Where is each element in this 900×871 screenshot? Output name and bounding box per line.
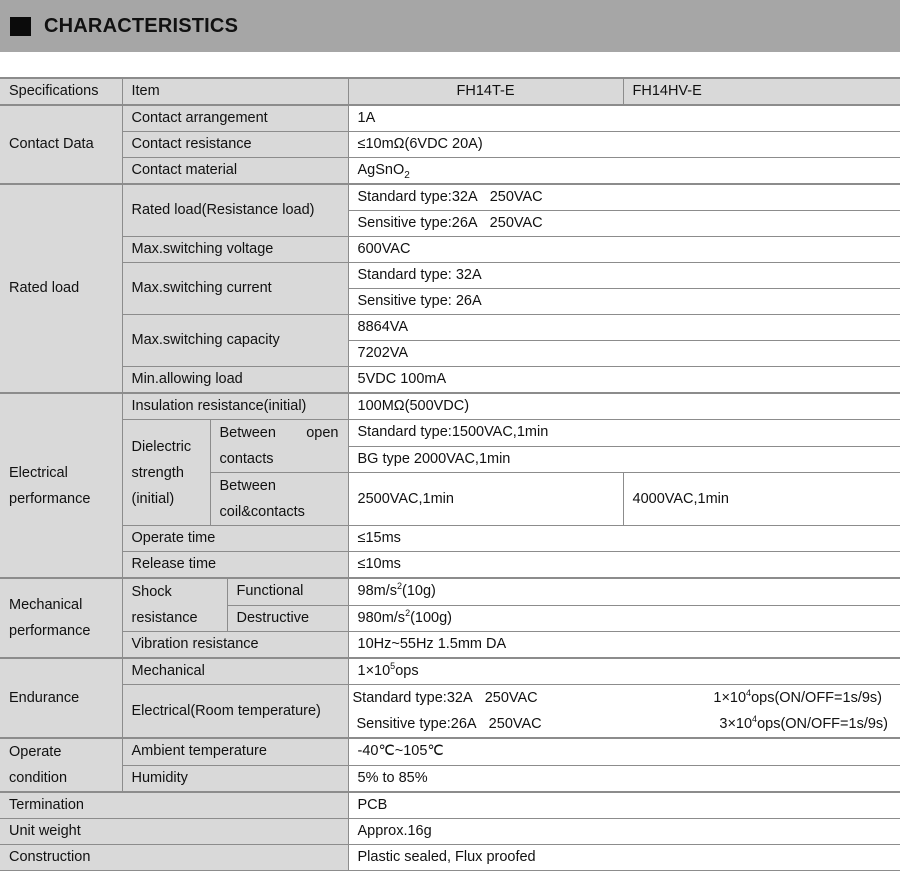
value-text: 98m/s — [357, 583, 397, 600]
value-open-contacts-bg: BG type 2000VAC,1min — [348, 446, 900, 473]
characteristics-table — [0, 77, 900, 871]
label-rated-load-resistance: Rated load(Resistance load) — [122, 184, 348, 237]
table-row — [0, 263, 900, 289]
table-row — [0, 184, 900, 211]
group-line: condition — [9, 770, 68, 786]
group-electrical-performance — [0, 393, 122, 578]
group-operate-condition — [0, 738, 122, 792]
value-text: AgSnO — [357, 162, 405, 178]
table-row — [0, 632, 900, 659]
label-line: Dielectric — [131, 438, 192, 455]
section-banner — [0, 0, 900, 52]
table-row — [0, 765, 900, 792]
value-contact-arrangement: 1A — [348, 105, 900, 132]
label-operate-time: Operate time — [122, 526, 348, 552]
table-row — [0, 105, 900, 132]
label-line: Shock — [131, 584, 172, 600]
label-humidity: Humidity — [122, 765, 348, 792]
group-line: Operate — [9, 744, 62, 760]
value-superscript: 5 — [390, 661, 396, 672]
value-text: ops(ON/OFF=1s/9s) — [751, 690, 882, 706]
table-row — [0, 658, 900, 685]
value-text: 1×10 — [713, 690, 747, 706]
label-line: contacts — [219, 451, 274, 467]
header-specifications: Specifications — [0, 78, 122, 105]
endurance-standard-line — [353, 685, 889, 711]
table-row — [0, 526, 900, 552]
group-rated-load: Rated load — [0, 184, 122, 393]
label-release-time: Release time — [122, 552, 348, 579]
label-dielectric-strength — [122, 420, 210, 526]
value-rated-load-sensitive: Sensitive type:26A 250VAC — [348, 211, 900, 237]
value-superscript: 2 — [405, 607, 411, 618]
endurance-sensitive-line — [353, 711, 889, 737]
header-item: Item — [122, 78, 348, 105]
value-max-current-sensitive: Sensitive type: 26A — [348, 289, 900, 315]
value-ambient-temperature: -40℃~105℃ — [348, 738, 900, 765]
table-row — [0, 132, 900, 158]
label-max-switching-voltage: Max.switching voltage — [122, 237, 348, 263]
table-row — [0, 237, 900, 263]
group-line: Electrical — [9, 464, 68, 481]
label-word: open — [306, 425, 339, 441]
label-line: Between — [219, 478, 276, 494]
label-vibration-resistance: Vibration resistance — [122, 632, 348, 659]
group-mechanical-performance — [0, 578, 122, 658]
table-row — [0, 393, 900, 420]
label-ambient-temperature: Ambient temperature — [122, 738, 348, 765]
table-row — [0, 738, 900, 765]
table-row — [0, 315, 900, 341]
square-bullet-icon — [10, 17, 31, 36]
label-max-switching-capacity: Max.switching capacity — [122, 315, 348, 367]
value-max-current-standard: Standard type: 32A — [348, 263, 900, 289]
value-open-contacts-standard: Standard type:1500VAC,1min — [348, 420, 900, 447]
label-between-open-contacts — [210, 420, 348, 473]
value-superscript: 4 — [752, 714, 758, 725]
endurance-sensitive-ops — [719, 711, 888, 737]
label-min-allowing-load: Min.allowing load — [122, 367, 348, 394]
value-contact-resistance: ≤10mΩ(6VDC 20A) — [348, 132, 900, 158]
value-endurance-mechanical — [348, 658, 900, 685]
value-termination: PCB — [348, 792, 900, 819]
value-construction: Plastic sealed, Flux proofed — [348, 845, 900, 871]
label-unit-weight: Unit weight — [0, 819, 348, 845]
value-release-time: ≤10ms — [348, 552, 900, 579]
value-unit-weight: Approx.16g — [348, 819, 900, 845]
table-row — [0, 552, 900, 579]
label-line: coil&contacts — [219, 504, 305, 520]
value-rated-load-standard: Standard type:32A 250VAC — [348, 184, 900, 211]
group-line: performance — [9, 623, 91, 639]
group-line: performance — [9, 490, 91, 507]
header-model-fh14t-e: FH14T-E — [348, 78, 623, 105]
value-text: ops — [395, 663, 419, 679]
endurance-sensitive-load: Sensitive type:26A 250VAC — [356, 716, 542, 732]
label-functional: Functional — [227, 578, 348, 605]
value-max-capacity-2: 7202VA — [348, 341, 900, 367]
group-contact-data: Contact Data — [0, 105, 122, 184]
label-endurance-electrical: Electrical(Room temperature) — [122, 685, 348, 739]
value-vibration-resistance: 10Hz~55Hz 1.5mm DA — [348, 632, 900, 659]
section-title: CHARACTERISTICS — [44, 14, 239, 37]
value-text: 3×10 — [719, 716, 753, 732]
label-word: Between — [219, 425, 276, 441]
value-endurance-electrical — [348, 685, 900, 739]
endurance-standard-load: Standard type:32A 250VAC — [352, 690, 538, 706]
label-construction: Construction — [0, 845, 348, 871]
endurance-standard-ops — [713, 685, 888, 711]
label-contact-material: Contact material — [122, 158, 348, 185]
value-contact-material — [348, 158, 900, 185]
value-max-capacity-1: 8864VA — [348, 315, 900, 341]
label-shock-resistance — [122, 578, 227, 632]
value-text: (100g) — [410, 609, 452, 626]
value-text: ops(ON/OFF=1s/9s) — [757, 716, 888, 732]
group-endurance: Endurance — [0, 658, 122, 738]
label-line: resistance — [131, 610, 198, 626]
value-humidity: 5% to 85% — [348, 765, 900, 792]
header-model-fh14hv-e: FH14HV-E — [623, 78, 900, 105]
value-coil-contacts-fh14t-e: 2500VAC,1min — [348, 473, 623, 526]
label-endurance-mechanical: Mechanical — [122, 658, 348, 685]
value-operate-time: ≤15ms — [348, 526, 900, 552]
value-coil-contacts-fh14hv-e: 4000VAC,1min — [623, 473, 900, 526]
label-between-coil-contacts — [210, 473, 348, 526]
table-row — [0, 420, 900, 447]
value-text: 980m/s — [357, 609, 406, 626]
label-termination: Termination — [0, 792, 348, 819]
value-text: (10g) — [402, 583, 436, 600]
table-row — [0, 845, 900, 871]
label-destructive: Destructive — [227, 605, 348, 632]
value-functional — [348, 578, 900, 605]
table-row — [0, 685, 900, 739]
label-insulation-resistance: Insulation resistance(initial) — [122, 393, 348, 420]
value-min-allowing-load: 5VDC 100mA — [348, 367, 900, 394]
label-line: strength — [131, 464, 184, 481]
label-line: (initial) — [131, 490, 175, 507]
label-contact-resistance: Contact resistance — [122, 132, 348, 158]
table-header-row — [0, 78, 900, 105]
value-superscript: 4 — [746, 688, 752, 699]
table-row — [0, 792, 900, 819]
group-line: Mechanical — [9, 597, 83, 613]
value-destructive — [348, 605, 900, 632]
label-max-switching-current: Max.switching current — [122, 263, 348, 315]
value-max-switching-voltage: 600VAC — [348, 237, 900, 263]
table-row — [0, 367, 900, 394]
value-subscript: 2 — [404, 169, 410, 181]
table-row — [0, 819, 900, 845]
table-row — [0, 578, 900, 605]
label-contact-arrangement: Contact arrangement — [122, 105, 348, 132]
value-insulation-resistance: 100MΩ(500VDC) — [348, 393, 900, 420]
value-text: 1×10 — [357, 663, 391, 679]
label-line — [220, 420, 339, 446]
table-row — [0, 158, 900, 185]
value-superscript: 2 — [397, 581, 403, 592]
